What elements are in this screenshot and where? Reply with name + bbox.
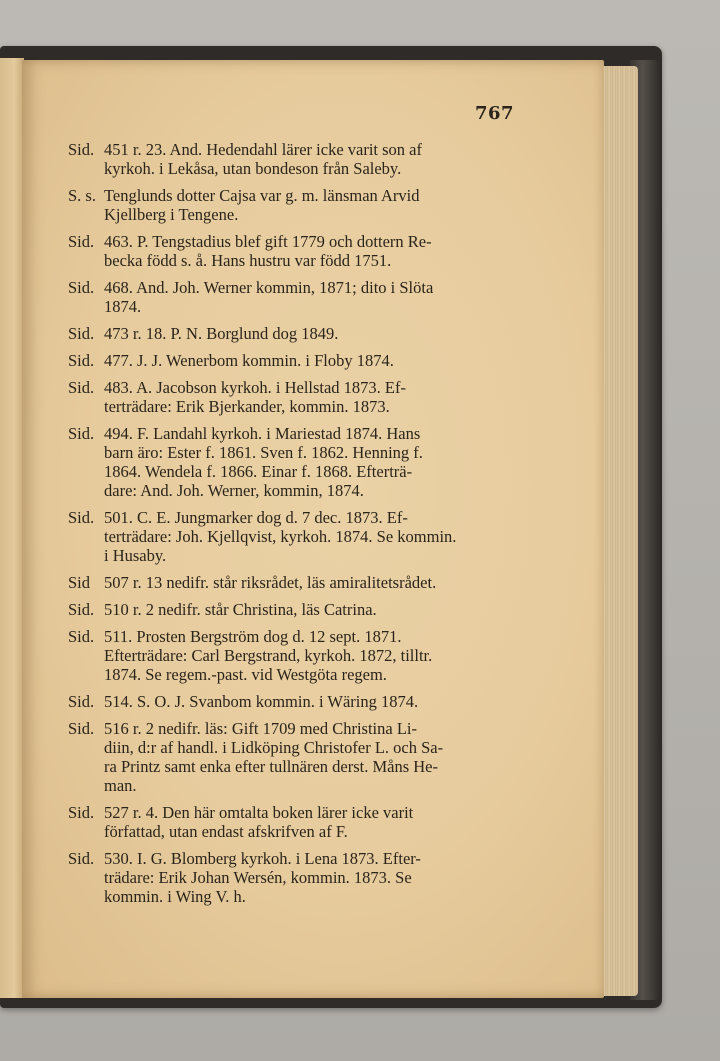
entry-label: Sid. — [68, 803, 95, 822]
entry-line: becka född s. å. Hans hustru var född 1751. — [104, 251, 392, 270]
entry-label: S. s. — [68, 186, 96, 205]
entry-line: diin, d:r af handl. i Lidköping Christofer L. och Sa- — [104, 738, 444, 757]
errata-entry — [68, 508, 523, 565]
left-page-sliver — [0, 58, 24, 998]
entry-line: man. — [104, 776, 137, 795]
errata-entry — [68, 324, 523, 343]
entry-line: ra Printz samt enka efter tullnären derst. Måns He- — [104, 757, 439, 776]
entry-text — [104, 378, 523, 416]
entry-line: 451 r. 23. And. Hedendahl lärer icke varit son af — [104, 140, 422, 159]
entry-line: 507 r. 13 nedifr. står riksrådet, läs amiralitetsrådet. — [104, 573, 437, 592]
entry-line: 477. J. J. Wenerbom kommin. i Floby 1874. — [104, 351, 394, 370]
entry-line: 494. F. Landahl kyrkoh. i Mariestad 1874. Hans — [104, 424, 421, 443]
entry-text — [104, 424, 523, 500]
entry-text — [104, 849, 523, 906]
entry-label: Sid. — [68, 140, 95, 159]
entry-line: barn äro: Ester f. 1861. Sven f. 1862. Henning f. — [104, 443, 423, 462]
errata-entry — [68, 627, 523, 684]
errata-entry — [68, 849, 523, 906]
errata-entry — [68, 278, 523, 316]
entry-line: 463. P. Tengstadius blef gift 1779 och dottern Re- — [104, 232, 432, 251]
entry-line: 468. And. Joh. Werner kommin, 1871; dito i Slöta — [104, 278, 434, 297]
entry-line: 501. C. E. Jungmarker dog d. 7 dec. 1873. Ef- — [104, 508, 408, 527]
entry-line: Tenglunds dotter Cajsa var g. m. länsman Arvid — [104, 186, 420, 205]
entry-line: 1864. Wendela f. 1866. Einar f. 1868. Efterträ- — [104, 462, 413, 481]
entry-label: Sid. — [68, 232, 95, 251]
entry-line: i Husaby. — [104, 546, 167, 565]
errata-entry — [68, 351, 523, 370]
entry-line: 510 r. 2 nedifr. står Christina, läs Catrina. — [104, 600, 377, 619]
entry-line: Kjellberg i Tengene. — [104, 205, 239, 224]
entry-text — [104, 232, 523, 270]
entry-label: Sid. — [68, 378, 95, 397]
entry-text — [104, 627, 523, 684]
errata-entry — [68, 378, 523, 416]
entry-line: kommin. i Wing V. h. — [104, 887, 246, 906]
entry-line: terträdare: Joh. Kjellqvist, kyrkoh. 1874. Se kommin. — [104, 527, 457, 546]
entry-line: 1874. Se regem.-past. vid Westgöta regem. — [104, 665, 387, 684]
errata-entry — [68, 186, 523, 224]
entry-text — [104, 719, 523, 795]
entry-line: författad, utan endast afskrifven af F. — [104, 822, 348, 841]
entry-text — [104, 351, 523, 370]
entry-text — [104, 324, 523, 343]
entry-line: 514. S. O. J. Svanbom kommin. i Wäring 1874. — [104, 692, 419, 711]
entry-line: kyrkoh. i Lekåsa, utan bondeson från Saleby. — [104, 159, 402, 178]
entry-label: Sid. — [68, 627, 95, 646]
errata-entry — [68, 140, 523, 178]
entry-label: Sid. — [68, 849, 95, 868]
entry-label: Sid. — [68, 324, 95, 343]
entry-line: 473 r. 18. P. N. Borglund dog 1849. — [104, 324, 339, 343]
entry-label: Sid. — [68, 508, 95, 527]
entry-label: Sid. — [68, 719, 95, 738]
entry-line: dare: And. Joh. Werner, kommin, 1874. — [104, 481, 364, 500]
entry-text — [104, 692, 523, 711]
entry-text — [104, 803, 523, 841]
entry-line: 516 r. 2 nedifr. läs: Gift 1709 med Christina Li- — [104, 719, 418, 738]
entry-text — [104, 508, 523, 565]
entry-line: Efterträdare: Carl Bergstrand, kyrkoh. 1872, tilltr. — [104, 646, 433, 665]
entry-line: 530. I. G. Blomberg kyrkoh. i Lena 1873. Efter- — [104, 849, 421, 868]
entry-line: 527 r. 4. Den här omtalta boken lärer icke varit — [104, 803, 414, 822]
errata-entry — [68, 573, 523, 592]
errata-entry — [68, 719, 523, 795]
page-number: 767 — [475, 103, 515, 124]
errata-entry — [68, 424, 523, 500]
entry-line: trädare: Erik Johan Wersén, kommin. 1873. Se — [104, 868, 412, 887]
entry-text — [104, 573, 523, 592]
errata-entry — [68, 803, 523, 841]
entry-label: Sid. — [68, 351, 95, 370]
errata-entry — [68, 232, 523, 270]
entry-line: terträdare: Erik Bjerkander, kommin. 1873. — [104, 397, 390, 416]
entry-label: Sid — [68, 573, 91, 592]
entry-line: 511. Prosten Bergström dog d. 12 sept. 1871. — [104, 627, 402, 646]
errata-list — [68, 140, 523, 914]
errata-entry — [68, 692, 523, 711]
entry-text — [104, 600, 523, 619]
entry-text — [104, 140, 523, 178]
errata-entry — [68, 600, 523, 619]
entry-label: Sid. — [68, 692, 95, 711]
entry-label: Sid. — [68, 424, 95, 443]
entry-line: 1874. — [104, 297, 142, 316]
entry-label: Sid. — [68, 600, 95, 619]
entry-line: 483. A. Jacobson kyrkoh. i Hellstad 1873. Ef- — [104, 378, 407, 397]
entry-label: Sid. — [68, 278, 95, 297]
entry-text — [104, 186, 523, 224]
entry-text — [104, 278, 523, 316]
